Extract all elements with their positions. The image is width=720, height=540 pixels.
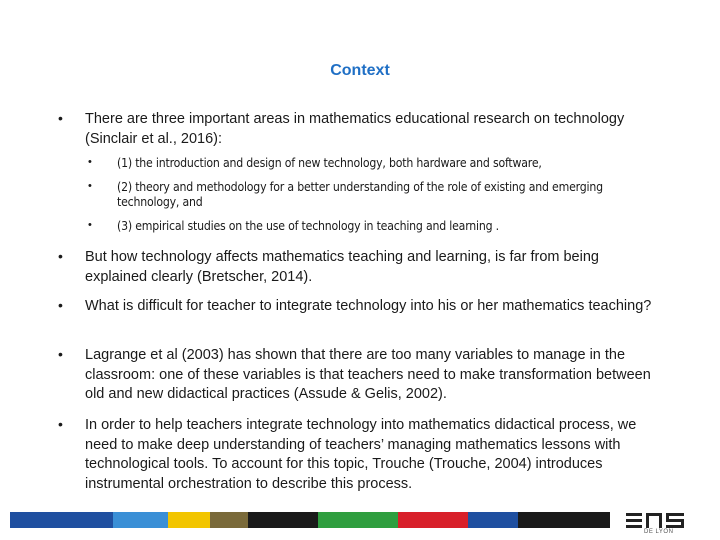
sub-bullet-text: (2) theory and methodology for a better understanding of the role of existing and emerging technology, and (117, 180, 603, 209)
slide-title: Context (330, 62, 390, 79)
sub-bullet-glyph: • (88, 180, 92, 192)
footer-color-segment (318, 512, 398, 528)
logo-subtitle: DE LYON (644, 529, 674, 535)
bullet-text: What is difficult for teacher to integrate technology into his or her mathematics teaching? (85, 298, 652, 314)
bullet-glyph: • (58, 416, 63, 432)
footer-color-segment (168, 512, 210, 528)
sub-bullet-text: (3) empirical studies on the use of technology in teaching and learning . (117, 219, 499, 233)
bullet-glyph: • (58, 346, 63, 362)
footer-color-segment (518, 512, 610, 528)
bullet-text: But how technology affects mathematics teaching and learning, is far from being explained clearly (Bretscher, 2014). (85, 249, 599, 285)
bullet-text: In order to help teachers integrate technology into mathematics didactical process, we need to make deep understanding of teachers’ managing mathematics lessons with technological tools. To account for this topic, Trouche (Trouche, 2004) introduces instrumental orchestration to describe this process. (85, 417, 637, 492)
footer-color-segment (113, 512, 168, 528)
bullet-glyph: • (58, 110, 63, 126)
sub-bullet-glyph: • (88, 219, 92, 231)
footer-color-segment (248, 512, 318, 528)
bullet-text: Lagrange et al (2003) has shown that there are too many variables to manage in the classroom: one of these variables is that teachers need to make transformation between old and new didactical practices (Assude & Gelis, 2002). (85, 347, 651, 402)
footer-color-bar (10, 512, 610, 528)
bullet-text: There are three important areas in mathematics educational research on technology (Sinclair et al., 2016): (85, 111, 625, 147)
footer-color-segment (398, 512, 468, 528)
sub-bullet-glyph: • (88, 156, 92, 168)
bullet-glyph: • (58, 248, 63, 264)
footer-color-segment (80, 512, 113, 528)
sub-bullet-text: (1) the introduction and design of new technology, both hardware and software, (117, 156, 542, 170)
footer-color-segment (468, 512, 518, 528)
bullet-glyph: • (58, 297, 63, 313)
footer-color-segment (210, 512, 248, 528)
footer-color-segment (10, 512, 80, 528)
